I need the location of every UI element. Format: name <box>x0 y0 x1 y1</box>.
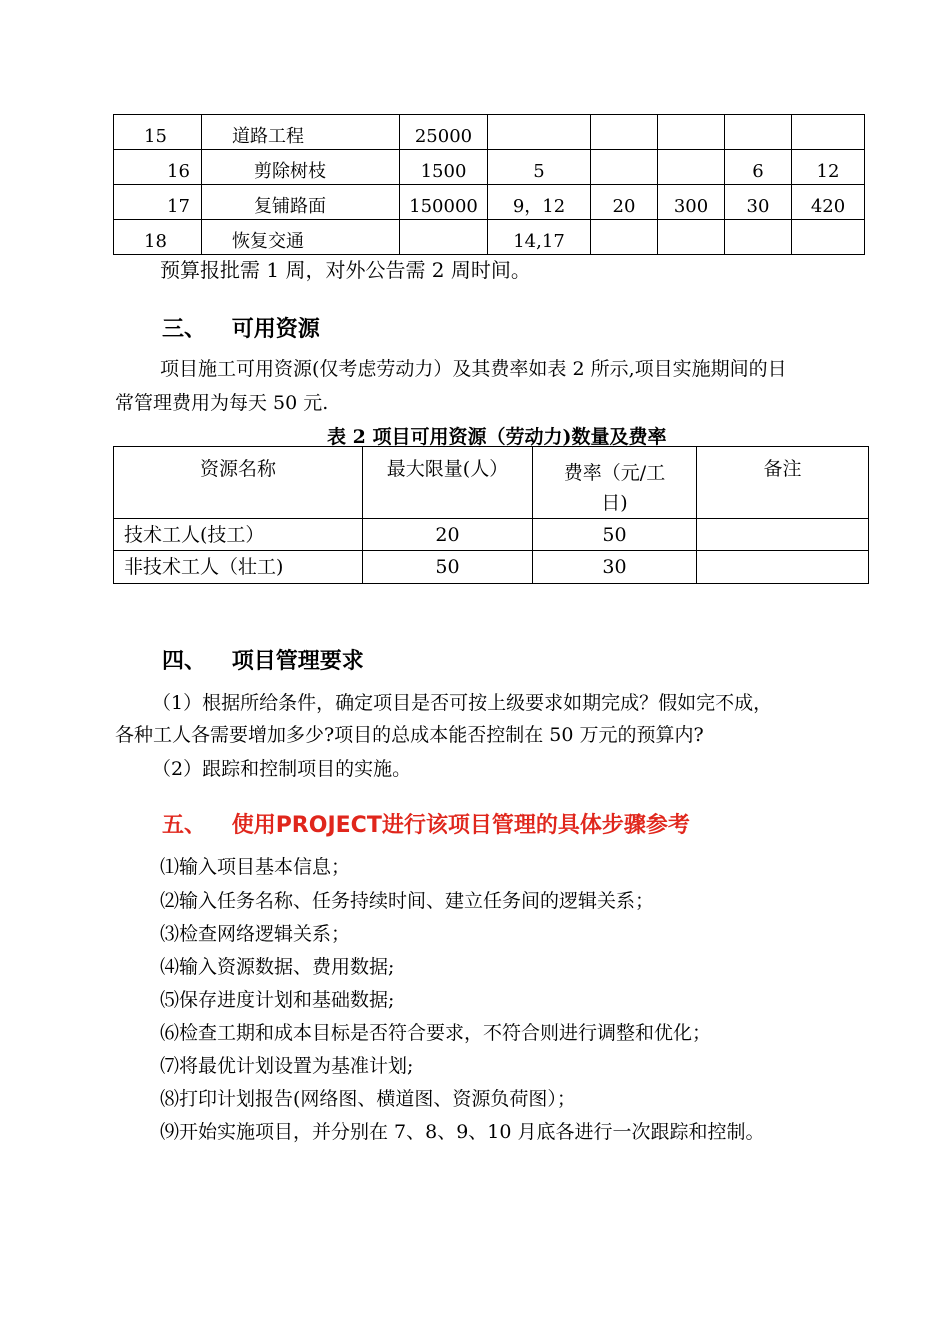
cell: 12 <box>792 150 865 185</box>
cell-num: 15 <box>114 115 202 150</box>
header-notes: 备注 <box>697 447 869 519</box>
cell-qty: 1500 <box>400 150 488 185</box>
cell <box>658 115 725 150</box>
list-item: ⑺将最优计划设置为基准计划; <box>160 1055 414 1077</box>
cell: 300 <box>658 185 725 220</box>
steps-list <box>160 852 765 1150</box>
list-item: ⑼开始实施项目，并分别在 7、8、9、10 月底各进行一次跟踪和控制。 <box>160 1121 765 1143</box>
cell-note <box>697 519 869 551</box>
cell-num: 18 <box>114 220 202 255</box>
cell-qty: 150000 <box>400 185 488 220</box>
cell-note <box>697 551 869 584</box>
cell-num: 16 <box>114 150 202 185</box>
cell-num: 17 <box>114 185 202 220</box>
cell-name: 道路工程 <box>202 115 400 150</box>
section-title: 项目管理要求 <box>231 649 364 674</box>
list-item: ⑻打印计划报告(网络图、横道图、资源负荷图）； <box>160 1088 576 1110</box>
header-max-limit: 最大限量(人） <box>363 447 533 519</box>
cell <box>792 220 865 255</box>
table-row <box>114 150 865 185</box>
cell-rate: 50 <box>533 519 697 551</box>
activity-table <box>113 114 865 255</box>
section-number: 四、 <box>162 649 207 674</box>
section-title: 可用资源 <box>231 317 320 342</box>
list-item: ⑶检查网络逻辑关系； <box>160 923 351 945</box>
cell-pred: 14,17 <box>488 220 591 255</box>
cell: 20 <box>591 185 658 220</box>
cell-pred: 5 <box>488 150 591 185</box>
cell: 30 <box>725 185 792 220</box>
cell-pred <box>488 115 591 150</box>
section-number: 三、 <box>162 317 207 342</box>
section-number: 五、 <box>162 813 207 838</box>
cell-pred: 9，12 <box>488 185 591 220</box>
resource-table <box>113 446 869 584</box>
section-heading <box>162 644 364 675</box>
requirement-line: （1）根据所给条件，确定项目是否可按上级要求如期完成？假如完不成， <box>152 692 773 714</box>
list-item: ⑷输入资源数据、费用数据; <box>160 956 395 978</box>
table-row <box>114 115 865 150</box>
cell <box>591 220 658 255</box>
header-rate-line1: 费率（元/工 <box>563 462 666 484</box>
table-row <box>114 551 869 584</box>
cell: 6 <box>725 150 792 185</box>
cell <box>591 150 658 185</box>
cell <box>591 115 658 150</box>
table-caption: 表 2 项目可用资源（劳动力)数量及费率 <box>327 426 667 448</box>
header-rate <box>533 447 697 519</box>
cell-resource-name: 非技术工人（壮工) <box>114 551 363 584</box>
cell <box>658 220 725 255</box>
requirement-line: （2）跟踪和控制项目的实施。 <box>152 758 412 780</box>
section-title: 使用PROJECT进行该项目管理的具体步骤参考 <box>231 813 690 838</box>
list-item: ⑹检查工期和成本目标是否符合要求，不符合则进行调整和优化； <box>160 1022 712 1044</box>
cell-max: 50 <box>363 551 533 584</box>
section-heading <box>162 312 320 343</box>
section-heading <box>162 808 690 839</box>
cell-qty <box>400 220 488 255</box>
paragraph-line: 项目施工可用资源(仅考虑劳动力）及其费率如表 2 所示,项目实施期间的日 <box>160 358 787 380</box>
cell <box>658 150 725 185</box>
header-resource-name: 资源名称 <box>114 447 363 519</box>
requirement-line: 各种工人各需要增加多少?项目的总成本能否控制在 50 万元的预算内? <box>115 724 704 746</box>
cell <box>792 115 865 150</box>
cell-max: 20 <box>363 519 533 551</box>
cell: 420 <box>792 185 865 220</box>
table-header-row <box>114 447 869 519</box>
cell <box>725 220 792 255</box>
cell-rate: 30 <box>533 551 697 584</box>
table-row <box>114 185 865 220</box>
list-item: ⑵输入任务名称、任务持续时间、建立任务间的逻辑关系； <box>160 890 655 912</box>
cell-name: 剪除树枝 <box>202 150 400 185</box>
paragraph-line: 常管理费用为每天 50 元. <box>115 392 329 414</box>
header-rate-line2: 日) <box>601 492 628 514</box>
table-row <box>114 220 865 255</box>
cell-name: 恢复交通 <box>202 220 400 255</box>
table-row <box>114 519 869 551</box>
list-item: ⑴输入项目基本信息； <box>160 856 351 878</box>
budget-note: 预算报批需 1 周，对外公告需 2 周时间。 <box>160 258 531 282</box>
cell-resource-name: 技术工人(技工） <box>114 519 363 551</box>
list-item: ⑸保存进度计划和基础数据; <box>160 989 395 1011</box>
cell-qty: 25000 <box>400 115 488 150</box>
cell <box>725 115 792 150</box>
cell-name: 复铺路面 <box>202 185 400 220</box>
